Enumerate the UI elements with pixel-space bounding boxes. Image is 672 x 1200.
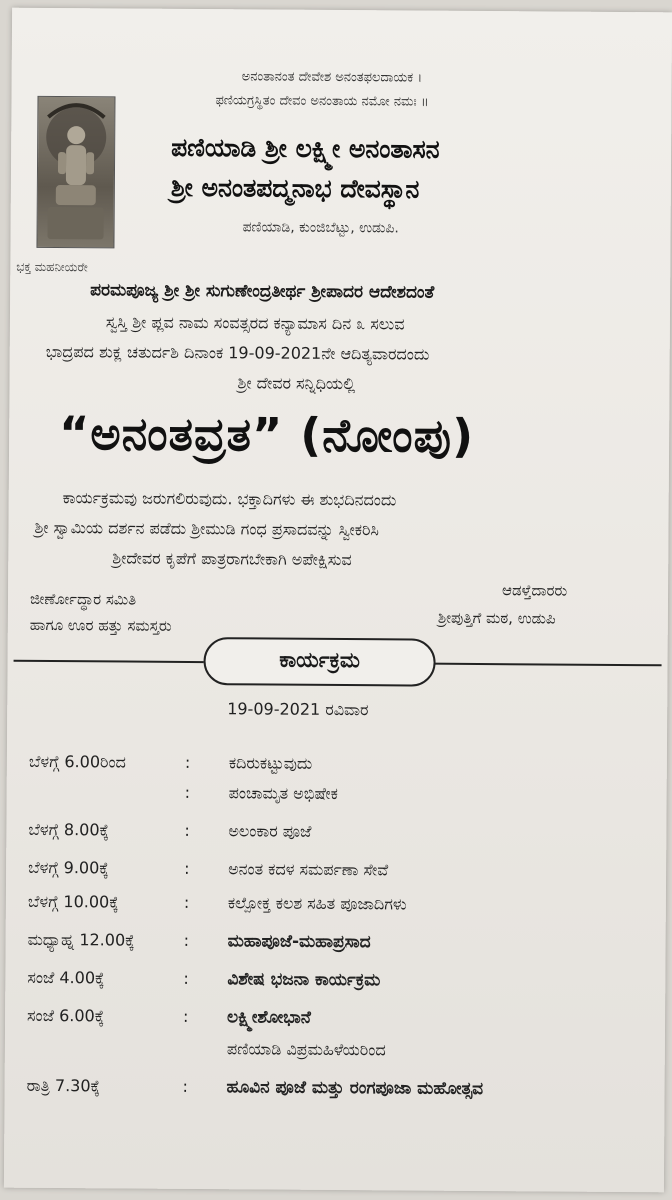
schedule-colon: : (183, 968, 189, 988)
schedule-colon: : (184, 782, 191, 802)
invitation-line-6: ಶ್ರೀ ಸ್ವಾಮಿಯ ದರ್ಶನ ಪಡೆದು ಶ್ರೀಮುಡಿ ಗಂಧ ಪ್ರಸಾದವನ್ನು ಸ್ವೀಕರಿಸಿ (34, 517, 379, 540)
invitation-line-2: ಸ್ವಸ್ತಿ ಶ್ರೀ ಪ್ಲವ ನಾಮ ಸಂವತ್ಸರದ ಕನ್ಯಾಮಾಸ ದಿನ ೩ ಸಲುವ (105, 312, 405, 334)
schedule-time: ಬೆಳಗ್ಗೆ 9.00ಕ್ಕೆ (28, 857, 109, 878)
schedule-row (7, 752, 667, 787)
salutation: ಭಕ್ತ ಮಹನೀಯರೇ (16, 259, 88, 275)
schedule-time: ಬೆಳಗ್ಗೆ 10.00ಕ್ಕೆ (27, 891, 119, 912)
schedule-colon: : (184, 858, 190, 878)
invitation-line-4: ಶ್ರೀ ದೇವರ ಸನ್ನಿಧಿಯಲ್ಲಿ (237, 373, 356, 394)
schedule-colon: : (183, 1006, 189, 1026)
schedule-row (5, 1038, 665, 1073)
divider-left (14, 660, 204, 663)
schedule-row (5, 968, 665, 1003)
administrator-name: ಶ್ರೀಪುತ್ತಿಗೆ ಮಠ, ಉಡುಪಿ (437, 608, 556, 628)
administrator-label: ಆಡಳ್ತೆದಾರರು (502, 581, 568, 600)
schedule-time: ರಾತ್ರಿ 7.30ಕ್ಕೆ (26, 1075, 101, 1096)
invitation-line-1: ಪರಮಪೂಜ್ಯ ಶ್ರೀ ಶ್ರೀ ಸುಗುಣೇಂದ್ರತೀರ್ಥ ಶ್ರೀಪಾದರ ಆದೇಶದಂತೆ (90, 280, 435, 303)
schedule-colon: : (183, 892, 190, 912)
schedule-colon: : (184, 820, 190, 840)
schedule-time: ಬೆಳಗ್ಗೆ 6.00ರಿಂದ (28, 751, 126, 772)
committee-subtitle: ಹಾಗೂ ಊರ ಹತ್ತು ಸಮಸ್ತರು (29, 615, 172, 635)
sloka-line-2: ಫಣಿಯಗ್ರಸ್ಥಿತಂ ದೇವಂ ಅನಂತಾಯ ನಮೋ ನಮಃ ॥ (215, 93, 429, 110)
invitation-paper (4, 8, 672, 1193)
committee-name: ಜೀರ್ಣೋದ್ಧಾರ ಸಮಿತಿ (29, 589, 137, 609)
schedule-event: ಮಹಾಪೂಜೆ-ಮಹಾಪ್ರಸಾದ (227, 931, 371, 953)
schedule-colon: : (183, 930, 190, 950)
schedule-event: ವಿಶೇಷ ಭಜನಾ ಕಾರ್ಯಕ್ರಮ (227, 969, 381, 991)
invitation-line-5: ಕಾರ್ಯಕ್ರಮವು ಜರುಗಲಿರುವುದು. ಭಕ್ತಾದಿಗಳು ಈ ಶುಭದಿನದಂದು (62, 488, 397, 510)
program-date: 19-09-2021 ರವಿವಾರ (227, 699, 369, 720)
schedule-colon: : (184, 752, 191, 772)
temple-address: ಪಣಿಯಾಡಿ, ಕುಂಜಿಬೆಟ್ಟು, ಉಡುಪಿ. (242, 219, 399, 237)
sloka-line-1: ಅನಂತಾನಂತ ದೇವೇಶ ಅನಂತಫಲದಾಯಕ । (241, 69, 423, 86)
schedule-time: ಸಂಜೆ 4.00ಕ್ಕೆ (27, 967, 105, 988)
schedule-row (6, 858, 666, 893)
invitation-line-3: ಭಾದ್ರಪದ ಶುಕ್ಲ ಚತುರ್ದಶಿ ದಿನಾಂಕ 19-09-2021ನೇ ಆದಿತ್ಯವಾರದಂದು (45, 341, 430, 364)
schedule-event: ಲಕ್ಷ್ಮೀಶೋಭಾನೆ (227, 1007, 311, 1028)
schedule-row (7, 782, 667, 817)
schedule-event: ಅಲಂಕಾರ ಪೂಜೆ (228, 821, 312, 841)
deity-photo (36, 96, 115, 249)
program-heading: ಕಾರ್ಯಕ್ರಮ (203, 637, 435, 687)
schedule-time: ಬೆಳಗ್ಗೆ 8.00ಕ್ಕೆ (28, 819, 110, 840)
schedule-time: ಸಂಜೆ 6.00ಕ್ಕೆ (27, 1005, 105, 1026)
schedule-event: ಪಂಚಾಮೃತ ಅಭಿಷೇಕ (228, 783, 338, 804)
schedule-event: ಹೂವಿನ ಪೂಜೆ ಮತ್ತು ರಂಗಪೂಜಾ ಮಹೋತ್ಸವ (226, 1077, 484, 1100)
schedule-event: ಪಣಿಯಾಡಿ ವಿಪ್ರಮಹಿಳೆಯರಿಂದ (226, 1039, 386, 1060)
temple-name-line-2: ಶ್ರೀ ಅನಂತಪದ್ಮನಾಭ ದೇವಸ್ಥಾನ (170, 172, 420, 204)
schedule-time: ಮಧ್ಯಾಹ್ನ 12.00ಕ್ಕೆ (27, 929, 135, 950)
schedule-event: ಅನಂತ ಕದಳ ಸಮರ್ಪಣಾ ಸೇವೆ (228, 859, 389, 880)
schedule-row (4, 1076, 664, 1111)
invitation-line-7: ಶ್ರೀದೇವರ ಕೃಪೆಗೆ ಪಾತ್ರರಾಗಬೇಕಾಗಿ ಅಪೇಕ್ಷಿಸುವ (112, 548, 352, 570)
schedule-colon: : (182, 1076, 189, 1096)
schedule-event: ಕಲ್ಪೋಕ್ತ ಕಲಶ ಸಹಿತ ಪೂಜಾದಿಗಳು (227, 893, 407, 914)
schedule-event: ಕದಿರುಕಟ್ಟುವುದು (228, 753, 313, 773)
schedule-row (5, 930, 665, 965)
schedule-row (6, 892, 666, 927)
event-title: “ಅನಂತವ್ರತ” (ನೋಂಪು) (58, 406, 475, 463)
schedule-row (6, 820, 666, 855)
schedule-row (5, 1006, 665, 1041)
divider-right (432, 663, 662, 667)
temple-name-line-1: ಪಣಿಯಾಡಿ ಶ್ರೀ ಲಕ್ಷ್ಮೀ ಅನಂತಾಸನ (171, 132, 440, 164)
